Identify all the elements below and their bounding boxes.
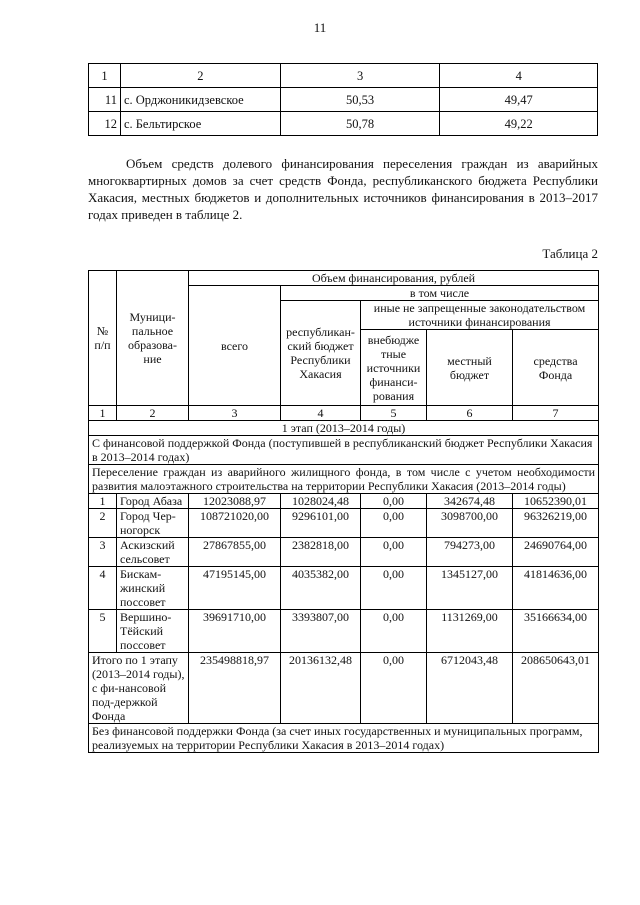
t2-municipality-name: Вершино-Тёйский поссовет [117, 610, 189, 653]
t2-col-number: 5 [361, 406, 427, 421]
t2-republic: 2382818,00 [281, 538, 361, 567]
t2-fund: 208650643,01 [513, 653, 599, 724]
t2-extra: 0,00 [361, 610, 427, 653]
t2-total: 27867855,00 [189, 538, 281, 567]
t2-total: 47195145,00 [189, 567, 281, 610]
t2-section-row [89, 724, 599, 753]
t2-total: 12023088,97 [189, 494, 281, 509]
t1-row-number: 12 [89, 112, 121, 136]
t2-col-number: 1 [89, 406, 117, 421]
t2-section-row [89, 465, 599, 494]
t2-republic: 20136132,48 [281, 653, 361, 724]
t1-village-name: с. Бельтирское [120, 112, 280, 136]
t1-value: 50,53 [280, 88, 440, 112]
t2-extra: 0,00 [361, 494, 427, 509]
t2-header-extra-budget: внебюдже тные источники финанси-рования [361, 330, 427, 406]
table-row [89, 538, 599, 567]
t2-total-label: Итого по 1 этапу (2013–2014 годы), с фи-нансовой под-держкой Фонда [89, 653, 189, 724]
t2-fund: 41814636,00 [513, 567, 599, 610]
table-row [89, 494, 599, 509]
table-row [89, 610, 599, 653]
table-caption: Таблица 2 [542, 246, 598, 261]
t2-header-total: всего [189, 286, 281, 406]
t2-total-row [89, 653, 599, 724]
t2-header-row [89, 271, 599, 286]
t2-total: 108721020,00 [189, 509, 281, 538]
t2-fund: 24690764,00 [513, 538, 599, 567]
t2-section-row [89, 436, 599, 465]
t2-col-number: 7 [513, 406, 599, 421]
t1-header-cell: 1 [89, 64, 121, 88]
t2-extra: 0,00 [361, 509, 427, 538]
t2-fund: 10652390,01 [513, 494, 599, 509]
t2-col-number: 3 [189, 406, 281, 421]
t2-row-number: 3 [89, 538, 117, 567]
t2-local: 794273,00 [427, 538, 513, 567]
t2-extra: 0,00 [361, 567, 427, 610]
t2-stage-row [89, 421, 599, 436]
t1-header-cell: 4 [440, 64, 598, 88]
t2-header-including: в том числе [281, 286, 599, 301]
t2-header-funding-volume: Объем финансирования, рублей [189, 271, 599, 286]
t2-extra: 0,00 [361, 653, 427, 724]
t2-header-num: № п/п [89, 271, 117, 406]
page-number: 11 [313, 20, 327, 35]
t2-without-support-title: Без финансовой поддержки Фонда (за счет иных государственных и муниципальных программ, реализуемых на территории Республики Хакасия в 2013–2014 годах) [89, 724, 599, 753]
t2-extra: 0,00 [361, 538, 427, 567]
t2-local: 342674,48 [427, 494, 513, 509]
table-row [89, 567, 599, 610]
t2-local: 1345127,00 [427, 567, 513, 610]
t2-local: 3098700,00 [427, 509, 513, 538]
t2-municipality-name: Аскизский сельсовет [117, 538, 189, 567]
t2-row-number: 4 [89, 567, 117, 610]
t2-row-number: 5 [89, 610, 117, 653]
t1-value: 49,47 [440, 88, 598, 112]
t2-header-other-sources: иные не запрещенные законодательством источники финансирования [361, 301, 599, 330]
t2-col-number: 6 [427, 406, 513, 421]
t1-header-cell: 2 [120, 64, 280, 88]
t2-header-fund: средства Фонда [513, 330, 599, 406]
t2-local: 6712043,48 [427, 653, 513, 724]
t2-republic: 3393807,00 [281, 610, 361, 653]
t1-value: 50,78 [280, 112, 440, 136]
t2-resettlement-title: Переселение граждан из аварийного жилищного фонда, в том числе с учетом необходимости развития малоэтажного строительства на территории Республики Хакасия (2013–2014 годы) [89, 465, 599, 494]
t2-local: 1131269,00 [427, 610, 513, 653]
t2-column-numbers-row [89, 406, 599, 421]
table-row [89, 88, 598, 112]
intro-paragraph: Объем средств долевого финансирования переселения граждан из аварийных многоквартирных домов за счет средств Фонда, республиканского бюджета Республики Хакасия, местных бюджетов и дополнительных источников финансирования в 2013–2017 годах приведен в таблице 2. [88, 156, 598, 222]
t1-header-cell: 3 [280, 64, 440, 88]
t2-header-local-budget: местный бюджет [427, 330, 513, 406]
t1-value: 49,22 [440, 112, 598, 136]
t2-municipality-name: Бискам-жинский поссовет [117, 567, 189, 610]
t2-republic: 9296101,00 [281, 509, 361, 538]
t2-with-support-title: С финансовой поддержкой Фонда (поступившей в республиканский бюджет Республики Хакасия в 2013–2014 годах) [89, 436, 599, 465]
t2-row-number: 1 [89, 494, 117, 509]
t2-row-number: 2 [89, 509, 117, 538]
table-1-header-row [89, 64, 598, 88]
t2-stage-title: 1 этап (2013–2014 годы) [89, 421, 599, 436]
t1-row-number: 11 [89, 88, 121, 112]
t2-header-municipality: Муници-пальное образова-ние [117, 271, 189, 406]
table-row [89, 509, 599, 538]
t1-village-name: с. Орджоникидзевское [120, 88, 280, 112]
t2-col-number: 2 [117, 406, 189, 421]
t2-total: 39691710,00 [189, 610, 281, 653]
t2-total: 235498818,97 [189, 653, 281, 724]
t2-fund: 96326219,00 [513, 509, 599, 538]
table-row [89, 112, 598, 136]
table-2-financing [88, 270, 599, 753]
t2-col-number: 4 [281, 406, 361, 421]
t2-fund: 35166634,00 [513, 610, 599, 653]
table-1-continuation [88, 63, 598, 136]
t2-municipality-name: Город Чер-ногорск [117, 509, 189, 538]
t2-header-republic-budget: республикан-ский бюджет Республики Хакасия [281, 301, 361, 406]
t2-republic: 4035382,00 [281, 567, 361, 610]
t2-municipality-name: Город Абаза [117, 494, 189, 509]
t2-republic: 1028024,48 [281, 494, 361, 509]
